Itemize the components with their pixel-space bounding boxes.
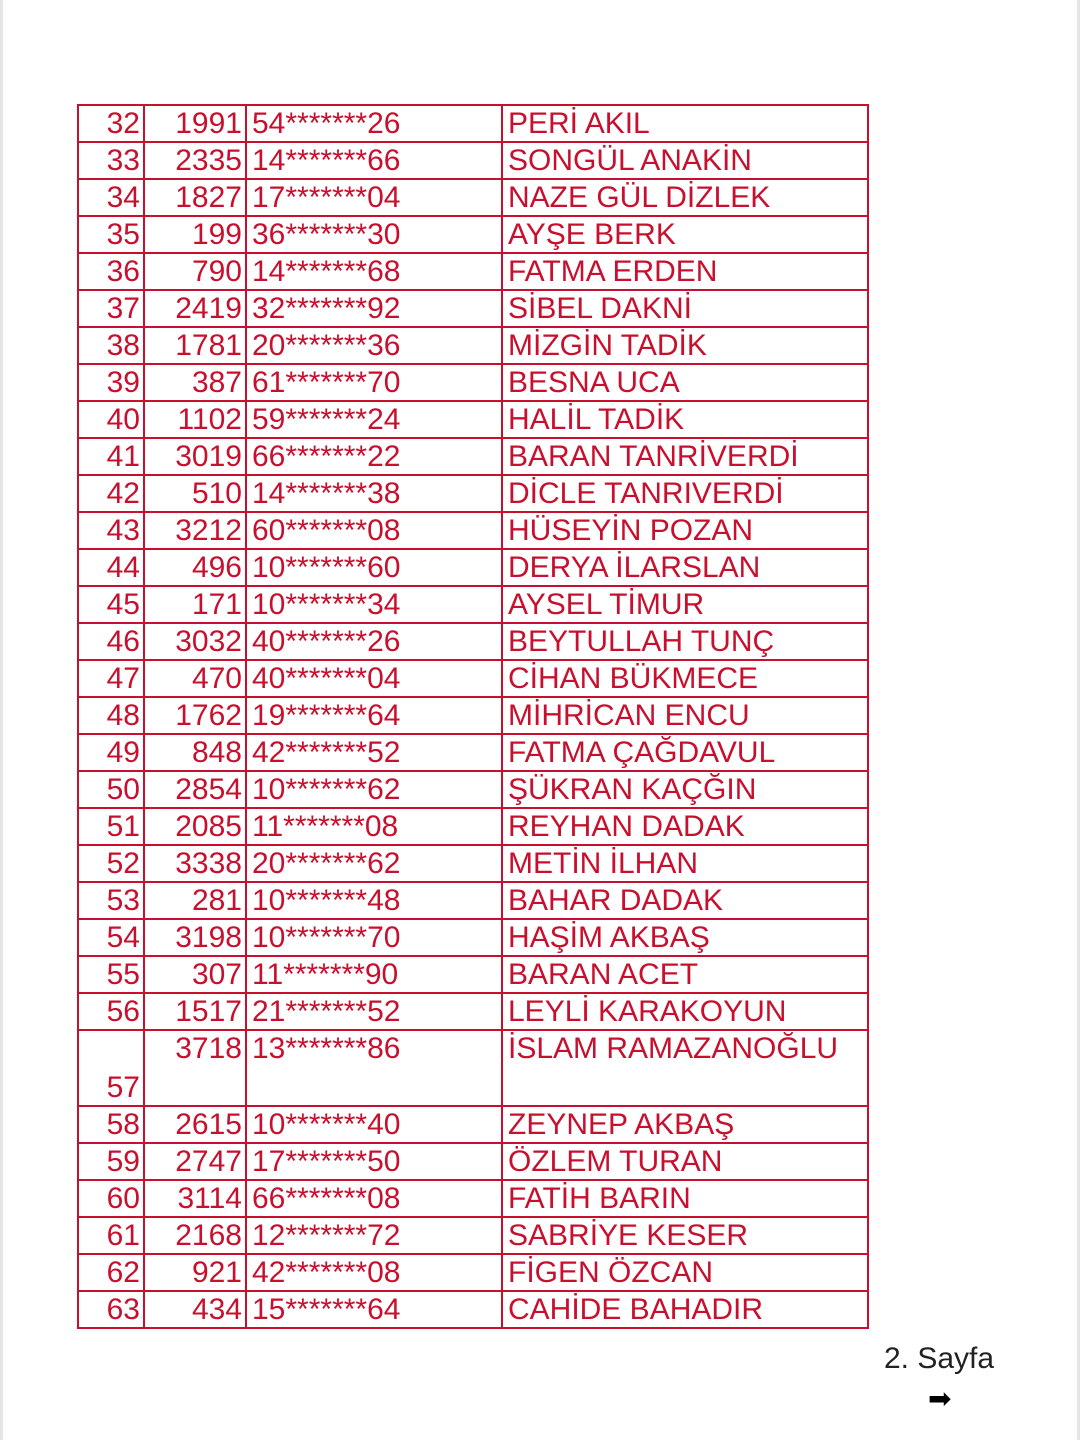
code-cell: 921 xyxy=(144,1254,246,1291)
participant-list-table xyxy=(77,104,869,1329)
code-cell: 848 xyxy=(144,734,246,771)
full-name-cell: MİHRİCAN ENCU xyxy=(502,697,868,734)
row-number-cell: 58 xyxy=(78,1106,144,1143)
row-number-cell: 50 xyxy=(78,771,144,808)
row-number-cell: 45 xyxy=(78,586,144,623)
table-row xyxy=(78,1143,868,1180)
row-number-cell: 33 xyxy=(78,142,144,179)
code-cell: 171 xyxy=(144,586,246,623)
table-row xyxy=(78,105,868,142)
row-number-cell: 54 xyxy=(78,919,144,956)
full-name-cell: BESNA UCA xyxy=(502,364,868,401)
masked-id-cell: 42*******52 xyxy=(246,734,502,771)
code-cell: 2747 xyxy=(144,1143,246,1180)
masked-id-cell: 10*******40 xyxy=(246,1106,502,1143)
full-name-cell: İSLAM RAMAZANOĞLU xyxy=(502,1030,868,1106)
table-row xyxy=(78,1106,868,1143)
masked-id-cell: 10*******60 xyxy=(246,549,502,586)
masked-id-cell: 14*******66 xyxy=(246,142,502,179)
row-number-cell: 32 xyxy=(78,105,144,142)
masked-id-cell: 10*******70 xyxy=(246,919,502,956)
full-name-cell: SİBEL DAKNİ xyxy=(502,290,868,327)
code-cell: 434 xyxy=(144,1291,246,1328)
code-cell: 2085 xyxy=(144,808,246,845)
full-name-cell: FİGEN ÖZCAN xyxy=(502,1254,868,1291)
masked-id-cell: 36*******30 xyxy=(246,216,502,253)
code-cell: 496 xyxy=(144,549,246,586)
code-cell: 470 xyxy=(144,660,246,697)
full-name-cell: ŞÜKRAN KAÇĞIN xyxy=(502,771,868,808)
masked-id-cell: 10*******62 xyxy=(246,771,502,808)
masked-id-cell: 11*******90 xyxy=(246,956,502,993)
table-row xyxy=(78,1030,868,1106)
row-number-cell: 53 xyxy=(78,882,144,919)
table-row xyxy=(78,993,868,1030)
masked-id-cell: 15*******64 xyxy=(246,1291,502,1328)
code-cell: 3114 xyxy=(144,1180,246,1217)
table-row xyxy=(78,808,868,845)
full-name-cell: FATMA ÇAĞDAVUL xyxy=(502,734,868,771)
code-cell: 510 xyxy=(144,475,246,512)
full-name-cell: SABRİYE KESER xyxy=(502,1217,868,1254)
table-row xyxy=(78,179,868,216)
code-cell: 2335 xyxy=(144,142,246,179)
table-row xyxy=(78,1254,868,1291)
full-name-cell: REYHAN DADAK xyxy=(502,808,868,845)
row-number-cell: 42 xyxy=(78,475,144,512)
masked-id-cell: 10*******34 xyxy=(246,586,502,623)
row-number-cell: 43 xyxy=(78,512,144,549)
masked-id-cell: 54*******26 xyxy=(246,105,502,142)
masked-id-cell: 14*******68 xyxy=(246,253,502,290)
row-number-cell: 52 xyxy=(78,845,144,882)
masked-id-cell: 60*******08 xyxy=(246,512,502,549)
table-row xyxy=(78,956,868,993)
full-name-cell: NAZE GÜL DİZLEK xyxy=(502,179,868,216)
row-number-cell: 49 xyxy=(78,734,144,771)
row-number-cell: 47 xyxy=(78,660,144,697)
table-row xyxy=(78,549,868,586)
masked-id-cell: 59*******24 xyxy=(246,401,502,438)
table-row xyxy=(78,771,868,808)
code-cell: 199 xyxy=(144,216,246,253)
masked-id-cell: 14*******38 xyxy=(246,475,502,512)
full-name-cell: BEYTULLAH TUNÇ xyxy=(502,623,868,660)
full-name-cell: BARAN ACET xyxy=(502,956,868,993)
masked-id-cell: 19*******64 xyxy=(246,697,502,734)
code-cell: 1102 xyxy=(144,401,246,438)
row-number-cell: 48 xyxy=(78,697,144,734)
row-number-cell: 57 xyxy=(78,1030,144,1106)
code-cell: 3718 xyxy=(144,1030,246,1106)
masked-id-cell: 21*******52 xyxy=(246,993,502,1030)
full-name-cell: HALİL TADİK xyxy=(502,401,868,438)
full-name-cell: MİZGİN TADİK xyxy=(502,327,868,364)
row-number-cell: 46 xyxy=(78,623,144,660)
code-cell: 307 xyxy=(144,956,246,993)
row-number-cell: 39 xyxy=(78,364,144,401)
code-cell: 2854 xyxy=(144,771,246,808)
row-number-cell: 36 xyxy=(78,253,144,290)
full-name-cell: METİN İLHAN xyxy=(502,845,868,882)
table-row xyxy=(78,919,868,956)
masked-id-cell: 61*******70 xyxy=(246,364,502,401)
code-cell: 3032 xyxy=(144,623,246,660)
row-number-cell: 59 xyxy=(78,1143,144,1180)
masked-id-cell: 20*******36 xyxy=(246,327,502,364)
table-row xyxy=(78,623,868,660)
full-name-cell: PERİ AKIL xyxy=(502,105,868,142)
table-row xyxy=(78,142,868,179)
table-row xyxy=(78,438,868,475)
masked-id-cell: 10*******48 xyxy=(246,882,502,919)
masked-id-cell: 11*******08 xyxy=(246,808,502,845)
row-number-cell: 63 xyxy=(78,1291,144,1328)
row-number-cell: 51 xyxy=(78,808,144,845)
row-number-cell: 60 xyxy=(78,1180,144,1217)
row-number-cell: 44 xyxy=(78,549,144,586)
masked-id-cell: 13*******86 xyxy=(246,1030,502,1106)
right-arrow-icon[interactable]: ➡ xyxy=(928,1383,952,1414)
table-row xyxy=(78,512,868,549)
masked-id-cell: 17*******04 xyxy=(246,179,502,216)
full-name-cell: CİHAN BÜKMECE xyxy=(502,660,868,697)
table-row xyxy=(78,734,868,771)
table-row xyxy=(78,1291,868,1328)
full-name-cell: HAŞİM AKBAŞ xyxy=(502,919,868,956)
row-number-cell: 38 xyxy=(78,327,144,364)
table-row xyxy=(78,290,868,327)
masked-id-cell: 20*******62 xyxy=(246,845,502,882)
row-number-cell: 55 xyxy=(78,956,144,993)
full-name-cell: AYŞE BERK xyxy=(502,216,868,253)
code-cell: 281 xyxy=(144,882,246,919)
table-row xyxy=(78,327,868,364)
participant-list-body xyxy=(78,105,868,1328)
page-label: 2. Sayfa xyxy=(884,1342,995,1375)
row-number-cell: 61 xyxy=(78,1217,144,1254)
row-number-cell: 40 xyxy=(78,401,144,438)
row-number-cell: 34 xyxy=(78,179,144,216)
table-row xyxy=(78,401,868,438)
masked-id-cell: 32*******92 xyxy=(246,290,502,327)
table-row xyxy=(78,216,868,253)
full-name-cell: FATMA ERDEN xyxy=(502,253,868,290)
full-name-cell: CAHİDE BAHADIR xyxy=(502,1291,868,1328)
full-name-cell: BARAN TANRİVERDİ xyxy=(502,438,868,475)
full-name-cell: LEYLİ KARAKOYUN xyxy=(502,993,868,1030)
row-number-cell: 41 xyxy=(78,438,144,475)
code-cell: 387 xyxy=(144,364,246,401)
code-cell: 3338 xyxy=(144,845,246,882)
masked-id-cell: 42*******08 xyxy=(246,1254,502,1291)
full-name-cell: ZEYNEP AKBAŞ xyxy=(502,1106,868,1143)
full-name-cell: DERYA İLARSLAN xyxy=(502,549,868,586)
code-cell: 3198 xyxy=(144,919,246,956)
code-cell: 2419 xyxy=(144,290,246,327)
full-name-cell: ÖZLEM TURAN xyxy=(502,1143,868,1180)
masked-id-cell: 40*******04 xyxy=(246,660,502,697)
full-name-cell: FATİH BARIN xyxy=(502,1180,868,1217)
code-cell: 3019 xyxy=(144,438,246,475)
full-name-cell: HÜSEYİN POZAN xyxy=(502,512,868,549)
code-cell: 1517 xyxy=(144,993,246,1030)
table-row xyxy=(78,660,868,697)
masked-id-cell: 17*******50 xyxy=(246,1143,502,1180)
full-name-cell: AYSEL TİMUR xyxy=(502,586,868,623)
row-number-cell: 35 xyxy=(78,216,144,253)
table-row xyxy=(78,1180,868,1217)
row-number-cell: 62 xyxy=(78,1254,144,1291)
table-row xyxy=(78,475,868,512)
masked-id-cell: 40*******26 xyxy=(246,623,502,660)
table-row xyxy=(78,253,868,290)
full-name-cell: DİCLE TANRIVERDİ xyxy=(502,475,868,512)
code-cell: 2615 xyxy=(144,1106,246,1143)
code-cell: 1827 xyxy=(144,179,246,216)
masked-id-cell: 66*******08 xyxy=(246,1180,502,1217)
code-cell: 3212 xyxy=(144,512,246,549)
code-cell: 1781 xyxy=(144,327,246,364)
table-row xyxy=(78,697,868,734)
full-name-cell: SONGÜL ANAKİN xyxy=(502,142,868,179)
table-row xyxy=(78,586,868,623)
table-row xyxy=(78,364,868,401)
masked-id-cell: 66*******22 xyxy=(246,438,502,475)
table-row xyxy=(78,882,868,919)
masked-id-cell: 12*******72 xyxy=(246,1217,502,1254)
full-name-cell: BAHAR DADAK xyxy=(502,882,868,919)
code-cell: 790 xyxy=(144,253,246,290)
row-number-cell: 37 xyxy=(78,290,144,327)
code-cell: 2168 xyxy=(144,1217,246,1254)
row-number-cell: 56 xyxy=(78,993,144,1030)
table-row xyxy=(78,845,868,882)
table-row xyxy=(78,1217,868,1254)
code-cell: 1991 xyxy=(144,105,246,142)
code-cell: 1762 xyxy=(144,697,246,734)
